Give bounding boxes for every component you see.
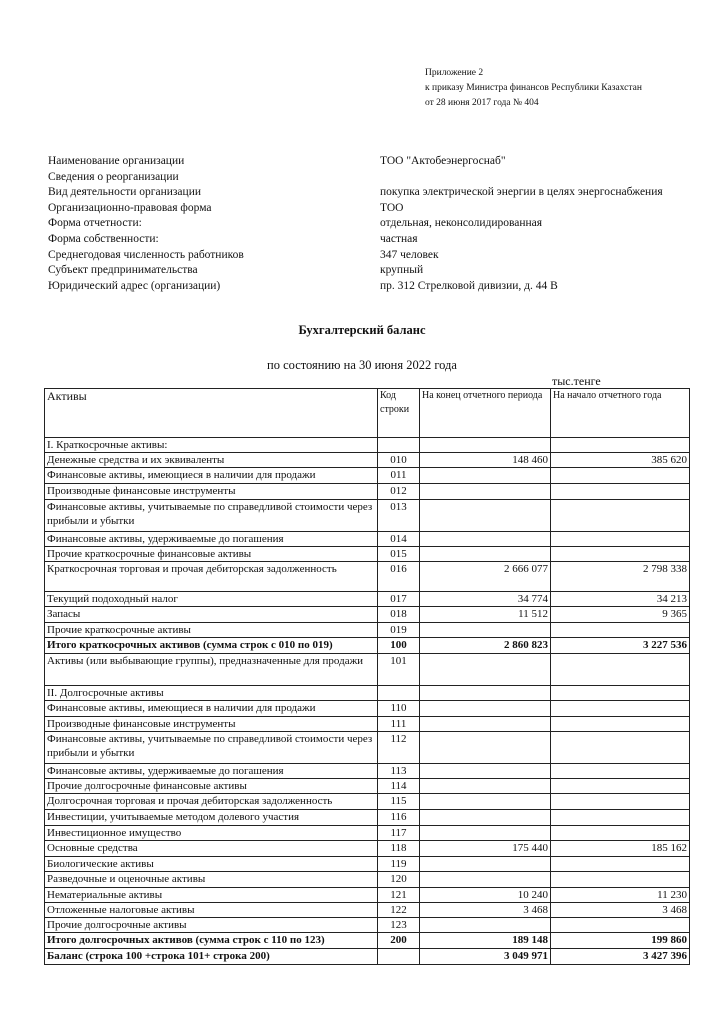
row-end-value: 10 240 bbox=[420, 888, 551, 903]
table-row bbox=[45, 810, 690, 826]
row-name: II. Долгосрочные активы bbox=[45, 686, 378, 701]
org-info-row bbox=[48, 248, 688, 264]
org-info-value: ТОО bbox=[380, 201, 404, 214]
row-start-value bbox=[551, 623, 690, 638]
row-name: Основные средства bbox=[45, 841, 378, 857]
org-info-label: Сведения о реорганизации bbox=[48, 170, 179, 183]
row-end-value: 3 049 971 bbox=[420, 949, 551, 965]
row-start-value: 11 230 bbox=[551, 888, 690, 903]
row-name: I. Краткосрочные активы: bbox=[45, 438, 378, 453]
row-start-value: 9 365 bbox=[551, 607, 690, 623]
row-code: 019 bbox=[378, 623, 420, 638]
row-code: 100 bbox=[378, 638, 420, 654]
row-start-value bbox=[551, 468, 690, 484]
org-info-label: Наименование организации bbox=[48, 155, 185, 167]
row-name: Прочие долгосрочные активы bbox=[45, 918, 378, 933]
table-row bbox=[45, 562, 690, 592]
appendix-line-1: Приложение 2 bbox=[425, 68, 484, 78]
table-row bbox=[45, 732, 690, 764]
row-start-value bbox=[551, 779, 690, 794]
table-row bbox=[45, 857, 690, 872]
row-code: 016 bbox=[378, 562, 420, 592]
appendix-line-2: к приказу Министра финансов Республики Казахстан bbox=[425, 83, 642, 93]
row-end-value: 148 460 bbox=[420, 453, 551, 468]
table-row bbox=[45, 794, 690, 810]
table-row bbox=[45, 468, 690, 484]
org-info-value: ТОО "Актобеэнергоснаб" bbox=[380, 155, 506, 167]
row-end-value bbox=[420, 484, 551, 500]
table-row bbox=[45, 888, 690, 903]
org-info-row bbox=[48, 216, 688, 232]
table-row bbox=[45, 717, 690, 732]
row-start-value bbox=[551, 918, 690, 933]
row-end-value: 2 666 077 bbox=[420, 562, 551, 592]
org-info-label: Форма собственности: bbox=[48, 232, 159, 245]
org-info-row bbox=[48, 154, 688, 170]
row-name: Отложенные налоговые активы bbox=[45, 903, 378, 918]
row-code: 010 bbox=[378, 453, 420, 468]
row-end-value: 189 148 bbox=[420, 933, 551, 949]
header-code: Код строки bbox=[378, 389, 420, 438]
row-start-value: 185 162 bbox=[551, 841, 690, 857]
row-end-value: 34 774 bbox=[420, 592, 551, 607]
row-start-value bbox=[551, 686, 690, 701]
row-start-value: 199 860 bbox=[551, 933, 690, 949]
row-code: 119 bbox=[378, 857, 420, 872]
row-name: Долгосрочная торговая и прочая дебиторская задолженность bbox=[45, 794, 378, 810]
row-start-value: 3 468 bbox=[551, 903, 690, 918]
org-info-label: Среднегодовая численность работников bbox=[48, 248, 244, 261]
row-name: Биологические активы bbox=[45, 857, 378, 872]
row-code: 112 bbox=[378, 732, 420, 764]
row-name: Прочие краткосрочные активы bbox=[45, 623, 378, 638]
row-name: Прочие долгосрочные финансовые активы bbox=[45, 779, 378, 794]
table-row bbox=[45, 779, 690, 794]
row-name: Прочие краткосрочные финансовые активы bbox=[45, 547, 378, 562]
table-row bbox=[45, 654, 690, 686]
header-assets: Активы bbox=[45, 389, 378, 438]
org-info-label: Вид деятельности организации bbox=[48, 186, 201, 199]
row-name: Инвестиции, учитываемые методом долевого участия bbox=[45, 810, 378, 826]
row-start-value bbox=[551, 547, 690, 562]
row-name: Краткосрочная торговая и прочая дебиторская задолженность bbox=[45, 562, 378, 592]
table-row bbox=[45, 949, 690, 965]
row-start-value bbox=[551, 794, 690, 810]
row-code: 122 bbox=[378, 903, 420, 918]
row-start-value bbox=[551, 438, 690, 453]
org-info-value: 347 человек bbox=[380, 248, 439, 261]
row-code: 110 bbox=[378, 701, 420, 717]
org-info-row bbox=[48, 263, 688, 279]
table-row bbox=[45, 903, 690, 918]
row-end-value bbox=[420, 810, 551, 826]
table-row bbox=[45, 686, 690, 701]
table-row bbox=[45, 438, 690, 453]
table-row bbox=[45, 764, 690, 779]
row-code: 118 bbox=[378, 841, 420, 857]
row-code: 014 bbox=[378, 532, 420, 547]
table-row bbox=[45, 933, 690, 949]
row-start-value: 3 227 536 bbox=[551, 638, 690, 654]
row-code: 015 bbox=[378, 547, 420, 562]
row-end-value bbox=[420, 686, 551, 701]
row-name: Финансовые активы, имеющиеся в наличии для продажи bbox=[45, 701, 378, 717]
row-end-value bbox=[420, 500, 551, 532]
row-end-value bbox=[420, 732, 551, 764]
row-end-value: 3 468 bbox=[420, 903, 551, 918]
table-row bbox=[45, 826, 690, 841]
row-name: Итого краткосрочных активов (сумма строк с 010 по 019) bbox=[45, 638, 378, 654]
row-code: 018 bbox=[378, 607, 420, 623]
row-code: 115 bbox=[378, 794, 420, 810]
row-start-value bbox=[551, 654, 690, 686]
row-end-value bbox=[420, 532, 551, 547]
row-start-value bbox=[551, 500, 690, 532]
row-name: Производные финансовые инструменты bbox=[45, 484, 378, 500]
row-name: Инвестиционное имущество bbox=[45, 826, 378, 841]
row-name: Баланс (строка 100 +строка 101+ строка 200) bbox=[45, 949, 378, 965]
balance-sheet-table bbox=[44, 388, 690, 965]
row-name: Нематериальные активы bbox=[45, 888, 378, 903]
row-name: Финансовые активы, удерживаемые до погашения bbox=[45, 532, 378, 547]
org-info-value: частная bbox=[380, 232, 418, 245]
table-row bbox=[45, 872, 690, 888]
table-header-row bbox=[45, 389, 690, 438]
row-code: 013 bbox=[378, 500, 420, 532]
row-code: 011 bbox=[378, 468, 420, 484]
row-code: 116 bbox=[378, 810, 420, 826]
table-row bbox=[45, 701, 690, 717]
row-end-value bbox=[420, 826, 551, 841]
row-code: 111 bbox=[378, 717, 420, 732]
row-end-value: 11 512 bbox=[420, 607, 551, 623]
row-name: Разведочные и оценочные активы bbox=[45, 872, 378, 888]
row-end-value bbox=[420, 701, 551, 717]
org-info-label: Субъект предпринимательства bbox=[48, 264, 198, 277]
header-start-year: На начало отчетного года bbox=[551, 389, 690, 438]
org-info-row bbox=[48, 232, 688, 248]
org-info-row bbox=[48, 170, 688, 186]
row-end-value bbox=[420, 717, 551, 732]
row-end-value bbox=[420, 857, 551, 872]
currency-unit: тыс.тенге bbox=[552, 374, 601, 388]
row-code: 120 bbox=[378, 872, 420, 888]
table-row bbox=[45, 532, 690, 547]
row-name: Текущий подоходный налог bbox=[45, 592, 378, 607]
row-end-value bbox=[420, 794, 551, 810]
row-code bbox=[378, 949, 420, 965]
row-start-value bbox=[551, 810, 690, 826]
row-end-value bbox=[420, 918, 551, 933]
row-name: Запасы bbox=[45, 607, 378, 623]
row-start-value bbox=[551, 732, 690, 764]
row-name: Денежные средства и их эквиваленты bbox=[45, 453, 378, 468]
header-end-period: На конец отчетного периода bbox=[420, 389, 551, 438]
table-row bbox=[45, 841, 690, 857]
organization-info bbox=[48, 154, 688, 294]
row-code: 121 bbox=[378, 888, 420, 903]
row-start-value bbox=[551, 764, 690, 779]
org-info-value: крупный bbox=[380, 264, 424, 277]
row-name: Активы (или выбывающие группы), предназначенные для продажи bbox=[45, 654, 378, 686]
row-code: 123 bbox=[378, 918, 420, 933]
row-code: 113 bbox=[378, 764, 420, 779]
org-info-label: Юридический адрес (организации) bbox=[48, 279, 221, 292]
row-code bbox=[378, 686, 420, 701]
row-start-value bbox=[551, 857, 690, 872]
table-row bbox=[45, 918, 690, 933]
row-end-value bbox=[420, 779, 551, 794]
org-info-value: покупка электрической энергии в целях энергоснабжения bbox=[380, 186, 663, 199]
appendix-line-3: от 28 июня 2017 года № 404 bbox=[425, 98, 539, 108]
document-title: Бухгалтерский баланс bbox=[298, 323, 426, 337]
row-code: 017 bbox=[378, 592, 420, 607]
org-info-row bbox=[48, 185, 688, 201]
appendix-note bbox=[425, 66, 642, 111]
row-end-value: 175 440 bbox=[420, 841, 551, 857]
table-row bbox=[45, 623, 690, 638]
row-end-value bbox=[420, 623, 551, 638]
row-name: Финансовые активы, учитываемые по справедливой стоимости через прибыли и убытки bbox=[45, 732, 378, 764]
row-name: Производные финансовые инструменты bbox=[45, 717, 378, 732]
org-info-row bbox=[48, 201, 688, 217]
row-start-value bbox=[551, 717, 690, 732]
org-info-value: пр. 312 Стрелковой дивизии, д. 44 В bbox=[380, 279, 558, 292]
org-info-label: Организационно-правовая форма bbox=[48, 201, 212, 214]
table-row bbox=[45, 453, 690, 468]
row-code: 200 bbox=[378, 933, 420, 949]
row-code: 101 bbox=[378, 654, 420, 686]
row-code bbox=[378, 438, 420, 453]
row-name: Итого долгосрочных активов (сумма строк с 110 по 123) bbox=[45, 933, 378, 949]
row-end-value bbox=[420, 547, 551, 562]
row-end-value bbox=[420, 468, 551, 484]
row-end-value bbox=[420, 654, 551, 686]
row-end-value: 2 860 823 bbox=[420, 638, 551, 654]
row-start-value: 3 427 396 bbox=[551, 949, 690, 965]
row-end-value bbox=[420, 764, 551, 779]
row-start-value bbox=[551, 484, 690, 500]
table-row bbox=[45, 607, 690, 623]
row-code: 117 bbox=[378, 826, 420, 841]
table-row bbox=[45, 638, 690, 654]
row-end-value bbox=[420, 872, 551, 888]
org-info-value: отдельная, неконсолидированная bbox=[380, 217, 543, 230]
row-code: 012 bbox=[378, 484, 420, 500]
row-start-value bbox=[551, 826, 690, 841]
org-info-label: Форма отчетности: bbox=[48, 217, 142, 230]
row-code: 114 bbox=[378, 779, 420, 794]
row-name: Финансовые активы, учитываемые по справедливой стоимости через прибыли и убытки bbox=[45, 500, 378, 532]
table-row bbox=[45, 500, 690, 532]
org-info-row bbox=[48, 279, 688, 295]
table-row bbox=[45, 547, 690, 562]
table-row bbox=[45, 592, 690, 607]
row-end-value bbox=[420, 438, 551, 453]
document-subtitle: по состоянию на 30 июня 2022 года bbox=[267, 358, 457, 372]
row-start-value: 385 620 bbox=[551, 453, 690, 468]
row-start-value: 34 213 bbox=[551, 592, 690, 607]
row-name: Финансовые активы, имеющиеся в наличии для продажи bbox=[45, 468, 378, 484]
table-row bbox=[45, 484, 690, 500]
row-start-value bbox=[551, 532, 690, 547]
row-start-value bbox=[551, 701, 690, 717]
row-start-value: 2 798 338 bbox=[551, 562, 690, 592]
row-start-value bbox=[551, 872, 690, 888]
row-name: Финансовые активы, удерживаемые до погашения bbox=[45, 764, 378, 779]
